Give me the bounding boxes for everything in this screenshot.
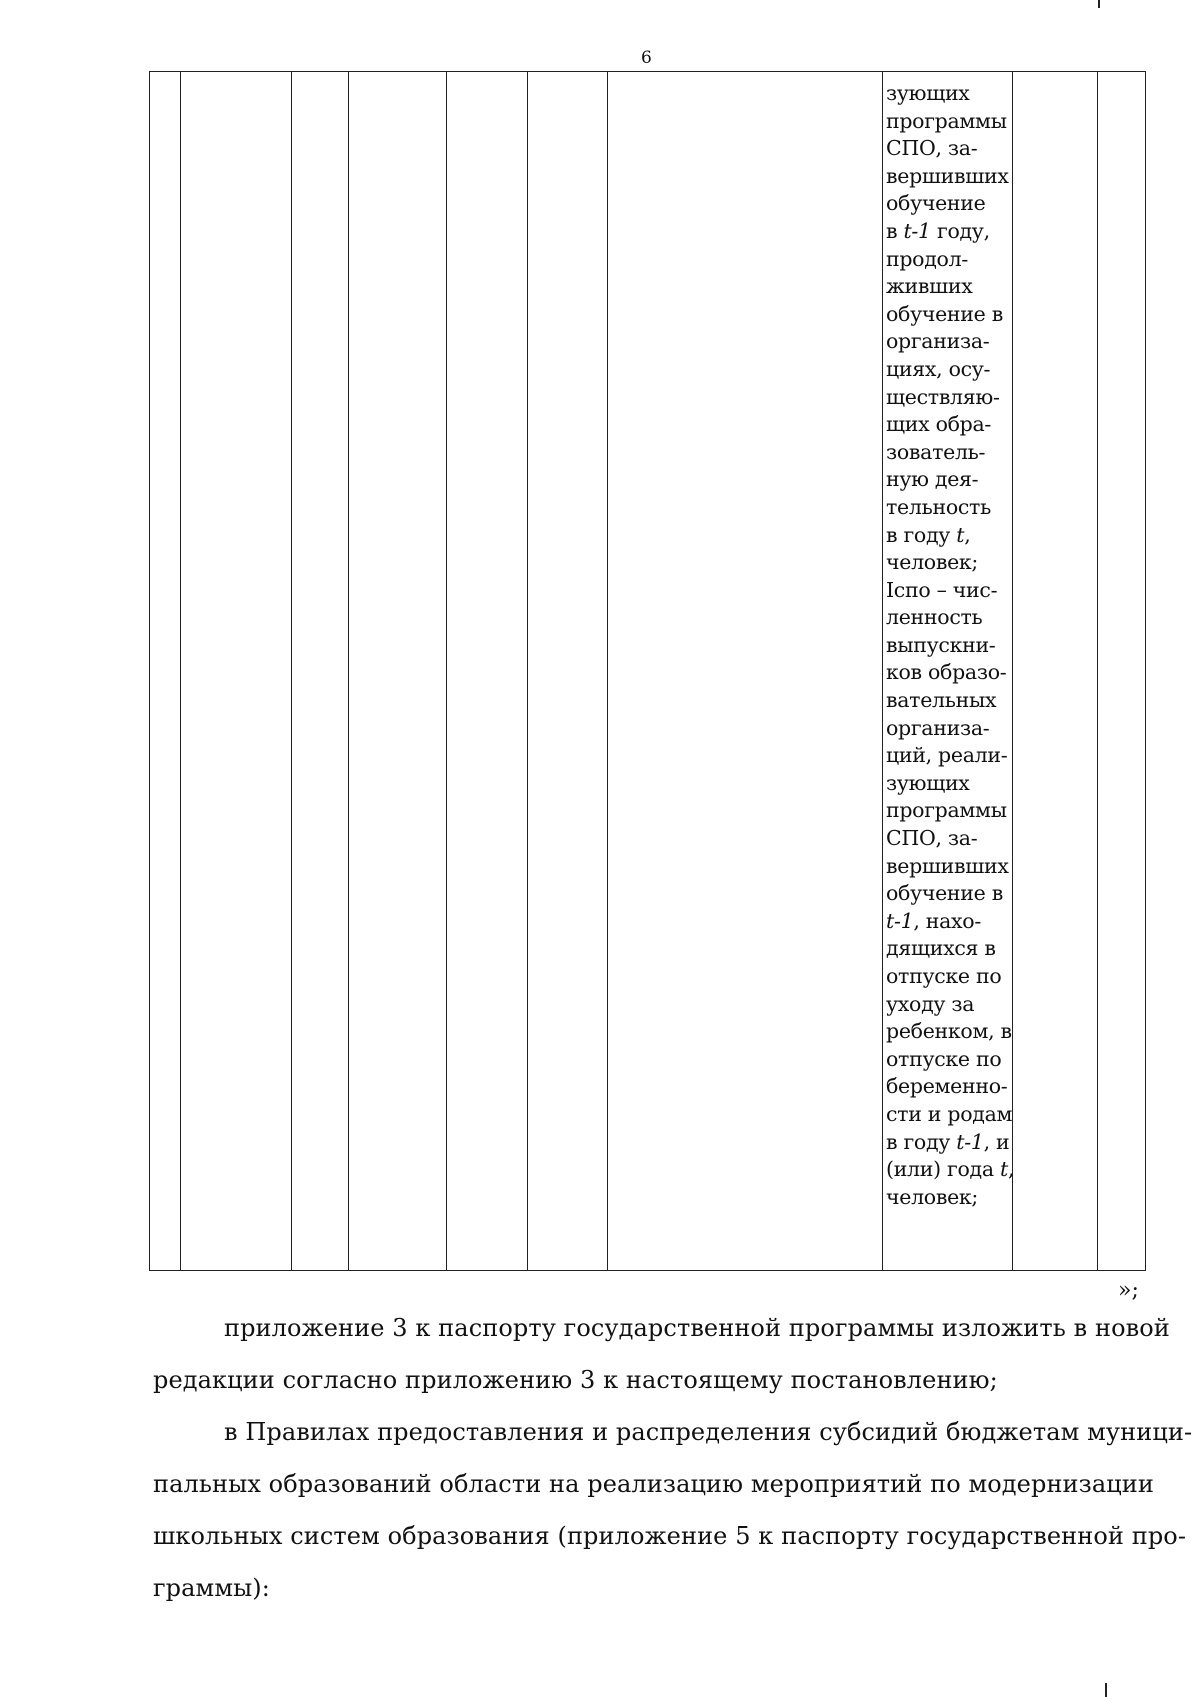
data-table — [149, 71, 1146, 1271]
table-cell-10 — [1098, 72, 1146, 1271]
cell-line: t-1, нахо- — [886, 908, 981, 933]
table-cell-9 — [1013, 72, 1098, 1271]
paragraph-rules — [153, 1406, 1193, 1614]
scan-mark-bottom — [1105, 1683, 1107, 1697]
cell-line: зователь- — [886, 439, 986, 464]
table-cell-2 — [181, 72, 292, 1271]
paragraph-appendix-3 — [153, 1302, 1170, 1406]
cell-line: дящихся в — [886, 936, 996, 961]
cell-line: организа- — [886, 329, 990, 354]
cell-line: ребенком, в — [886, 1019, 1012, 1044]
cell-line: обучение в — [886, 881, 1003, 906]
table-cell-6 — [528, 72, 608, 1271]
cell-line: продол- — [886, 246, 968, 271]
cell-line: Iспо – чис- — [886, 577, 998, 602]
cell-line: в t-1 году, — [886, 218, 990, 243]
cell-line: уходу за — [886, 991, 975, 1016]
cell-line: обучение — [886, 191, 986, 216]
table-cell-7 — [608, 72, 883, 1271]
paragraph-line: в Правилах предоставления и распределения субсидий бюджетам муници- — [224, 1418, 1193, 1446]
cell-line: человек; — [886, 550, 979, 575]
paragraph-line: граммы): — [153, 1574, 270, 1602]
cell-line: отпуске по — [886, 964, 1002, 988]
cell-line: в году t, — [886, 522, 971, 547]
cell-line: сти и родам — [886, 1101, 1013, 1126]
cell-text — [883, 72, 1015, 1211]
cell-line: СПО, за- — [886, 136, 978, 161]
cell-line: ций, реали- — [886, 743, 1008, 768]
table-cell-1 — [150, 72, 181, 1271]
cell-line: живших — [886, 274, 973, 299]
cell-line: зующих — [886, 770, 970, 795]
cell-line: зующих — [886, 81, 970, 105]
cell-line: программы — [886, 798, 1007, 823]
cell-line: ков образо- — [886, 660, 1007, 685]
cell-line: организа- — [886, 715, 990, 740]
page-number: 6 — [641, 48, 652, 68]
cell-line: вершивших — [886, 163, 1009, 188]
cell-line: выпускни- — [886, 632, 996, 657]
cell-line: (или) года t, — [886, 1157, 1015, 1182]
cell-line: человек; — [886, 1184, 979, 1209]
table-cell-4 — [349, 72, 447, 1271]
cell-line: отпуске по — [886, 1046, 1002, 1071]
closing-quote: »; — [1118, 1278, 1139, 1303]
paragraph-line: школьных систем образования (приложение 5 к паспорту государственной про- — [153, 1522, 1187, 1550]
paragraph-line: пальных образований области на реализацию мероприятий по модернизации — [153, 1470, 1154, 1498]
cell-line: вательных — [886, 688, 997, 713]
cell-line: программы — [886, 108, 1007, 133]
paragraph-line: редакции согласно приложению 3 к настоящему постановлению; — [153, 1366, 998, 1394]
cell-line: тельность — [886, 494, 991, 519]
cell-line: в году t-1, и — [886, 1129, 1010, 1154]
cell-line: циях, осу- — [886, 356, 991, 381]
cell-line: обучение в — [886, 301, 1003, 326]
table-cell-3 — [292, 72, 349, 1271]
cell-line: ную дея- — [886, 467, 979, 492]
table-cell-formula-description — [883, 72, 1013, 1271]
cell-line: беременно- — [886, 1074, 1008, 1099]
cell-line: щих обра- — [886, 412, 992, 437]
cell-line: ществляю- — [886, 384, 1000, 409]
cell-line: СПО, за- — [886, 826, 978, 851]
cell-line: ленность — [886, 605, 983, 630]
cell-line: вершивших — [886, 853, 1009, 878]
paragraph-line: приложение 3 к паспорту государственной программы изложить в новой — [224, 1314, 1170, 1342]
scan-mark-top — [1098, 0, 1100, 8]
table-cell-5 — [447, 72, 528, 1271]
